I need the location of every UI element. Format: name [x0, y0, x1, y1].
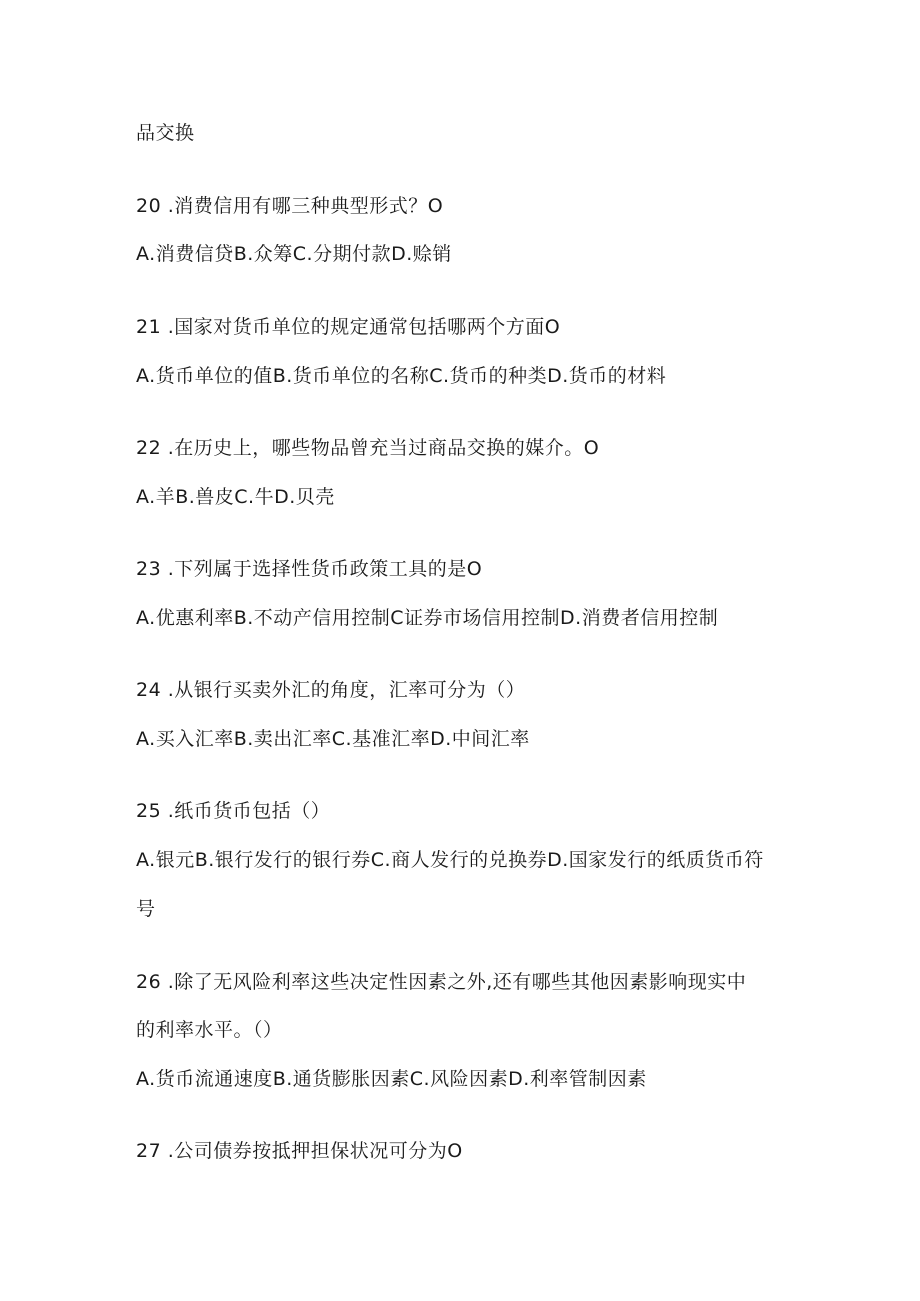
options-26: A.货币流通速度B.通货膨胀因素C.风险因素D.利率管制因素	[136, 1068, 647, 1090]
options-23: A.优惠利率B.不动产信用控制C证券市场信用控制D.消费者信用控制	[136, 607, 719, 629]
options-25: A.银元B.银行发行的银行券C.商人发行的兑换券D.国家发行的纸质货币符	[136, 849, 764, 871]
question-26-cont: 的利率水平。（）	[136, 1019, 283, 1041]
options-24: A.买入汇率B.卖出汇率C.基准汇率D.中间汇率	[136, 728, 530, 750]
question-20: 20 .消费信用有哪三种典型形式？O	[136, 195, 444, 217]
options-20: A.消费信贷B.众筹C.分期付款D.赊销	[136, 243, 452, 265]
question-23: 23 .下列属于选择性货币政策工具的是O	[136, 558, 483, 580]
question-24: 24 .从银行买卖外汇的角度，汇率可分为（）	[136, 679, 526, 701]
options-25-cont: 号	[136, 898, 156, 920]
options-21: A.货币单位的值B.货币单位的名称C.货币的种类D.货币的材料	[136, 365, 667, 387]
text-line: 品交换	[136, 122, 195, 144]
question-21: 21 .国家对货币单位的规定通常包括哪两个方面O	[136, 316, 561, 338]
question-25: 25 .纸币货币包括（）	[136, 800, 331, 822]
question-22: 22 .在历史上，哪些物品曾充当过商品交换的媒介。O	[136, 437, 600, 459]
options-22: A.羊B.兽皮C.牛D.贝壳	[136, 486, 335, 508]
question-26: 26 .除了无风险利率这些决定性因素之外,还有哪些其他因素影响现实中	[136, 971, 747, 993]
question-27: 27 .公司债券按抵押担保状况可分为O	[136, 1140, 463, 1162]
